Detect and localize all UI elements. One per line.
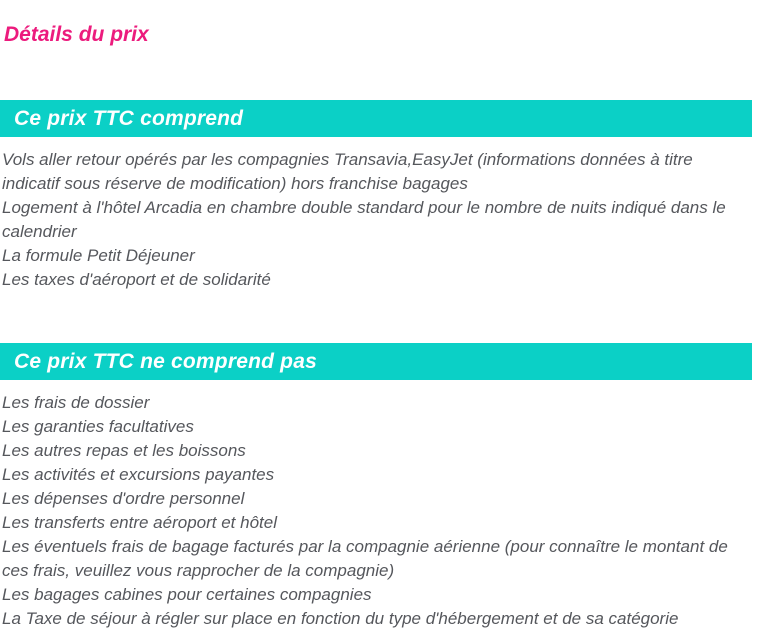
list-item: Les garanties facultatives (2, 417, 194, 436)
list-item: Les éventuels frais de bagage facturés par la compagnie aérienne (pour connaître le montant de ces frais, veuillez vous rapprocher de la compagnie) (2, 537, 728, 580)
list-item: Les frais de dossier (2, 393, 150, 412)
page-title: Détails du prix (4, 23, 149, 46)
list-item: Les bagages cabines pour certaines compagnies (2, 585, 372, 604)
section-banner-not-included (0, 343, 752, 380)
section-banner-included (0, 100, 752, 137)
section-heading-included: Ce prix TTC comprend (14, 106, 244, 130)
list-item: Les transferts entre aéroport et hôtel (2, 513, 277, 532)
list-item: La formule Petit Déjeuner (2, 246, 195, 265)
not-included-items-list (0, 391, 758, 631)
list-item: Les activités et excursions payantes (2, 465, 275, 484)
list-item: Vols aller retour opérés par les compagnies Transavia,EasyJet (informations données à titre indicatif sous réserve de modification) hors franchise bagages (2, 150, 693, 193)
list-item: Les autres repas et les boissons (2, 441, 246, 460)
list-item: Logement à l'hôtel Arcadia en chambre double standard pour le nombre de nuits indiqué dans le calendrier (2, 198, 726, 241)
list-item: La Taxe de séjour à régler sur place en fonction du type d'hébergement et de sa catégorie (2, 609, 679, 628)
list-item: Les taxes d'aéroport et de solidarité (2, 270, 271, 289)
section-heading-not-included: Ce prix TTC ne comprend pas (14, 349, 317, 373)
included-items-list (0, 148, 758, 292)
list-item: Les dépenses d'ordre personnel (2, 489, 245, 508)
